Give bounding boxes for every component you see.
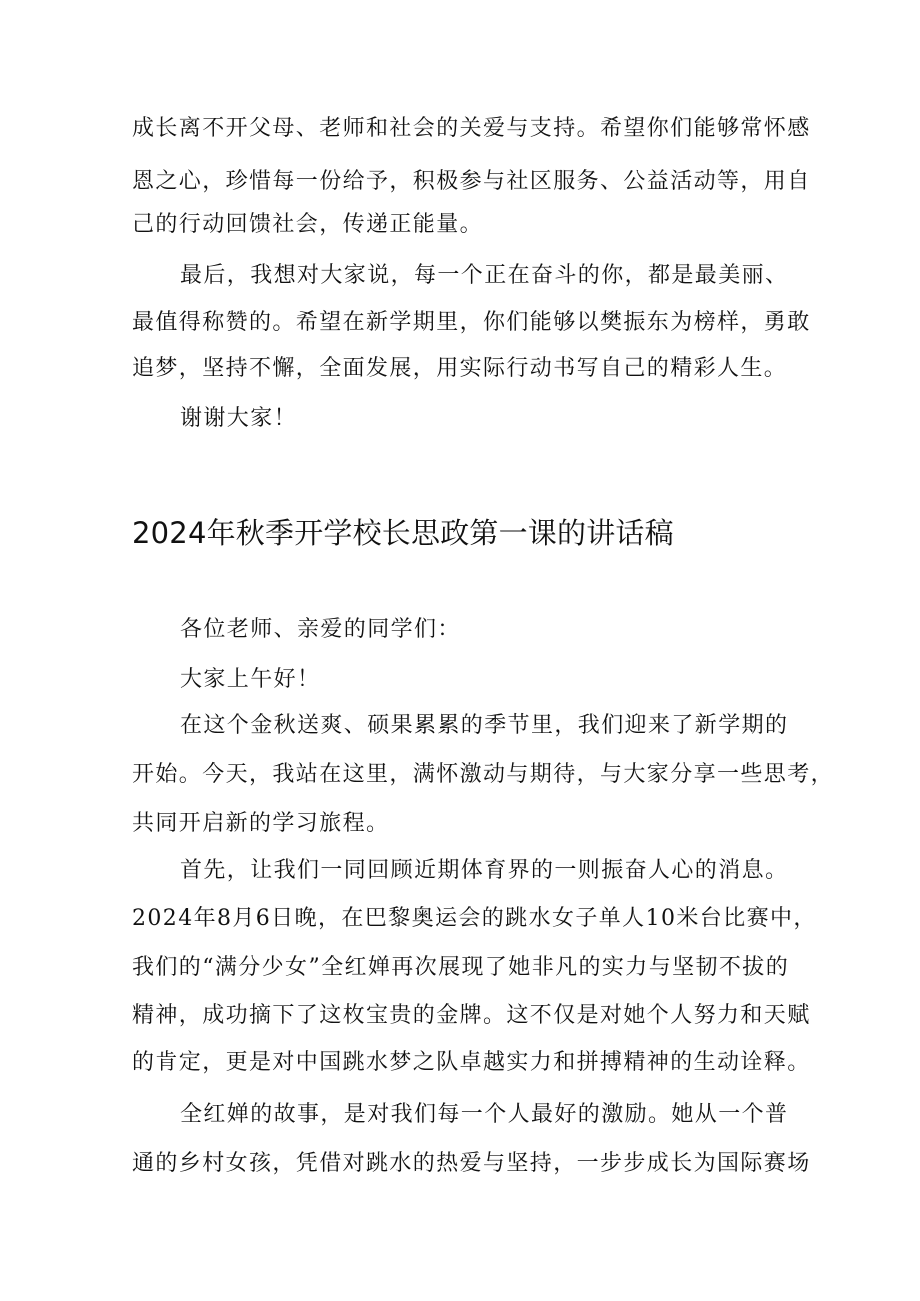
paragraph-line: 己的行动回馈社会，传递正能量。 <box>132 212 484 237</box>
closing-line: 谢谢大家！ <box>180 406 298 431</box>
paragraph-line: 最值得称赞的。希望在新学期里，你们能够以樊振东为榜样，勇敢 <box>132 310 811 335</box>
paragraph-line: 成长离不开父母、老师和社会的关爱与支持。希望你们能够常怀感 <box>132 116 811 141</box>
paragraph-line: 首先，让我们一同回顾近期体育界的一则振奋人心的消息。 <box>180 858 789 883</box>
paragraph-line: 开始。今天，我站在这里，满怀激动与期待，与大家分享一些思考， <box>132 762 835 787</box>
greeting-line: 大家上午好！ <box>180 667 321 692</box>
salutation-line: 各位老师、亲爱的同学们： <box>180 617 461 642</box>
paragraph-line: 追梦，坚持不懈，全面发展，用实际行动书写自己的精彩人生。 <box>132 356 788 381</box>
paragraph-line: 精神，成功摘下了这枚宝贵的金牌。这不仅是对她个人努力和天赋 <box>132 1003 811 1028</box>
paragraph-line: 最后，我想对大家说，每一个正在奋斗的你，都是最美丽、 <box>180 263 789 288</box>
paragraph-line: 恩之心，珍惜每一份给予，积极参与社区服务、公益活动等，用自 <box>132 169 811 194</box>
page-title: 2024年秋季开学校长思政第一课的讲话稿 <box>132 516 674 550</box>
paragraph-line: 的肯定，更是对中国跳水梦之队卓越实力和拼搏精神的生动诠释。 <box>132 1050 811 1075</box>
paragraph-line: 通的乡村女孩，凭借对跳水的热爱与坚持，一步步成长为国际赛场 <box>132 1151 811 1176</box>
paragraph-line: 在这个金秋送爽、硕果累累的季节里，我们迎来了新学期的 <box>180 713 789 738</box>
paragraph-line: 共同开启新的学习旅程。 <box>132 811 390 836</box>
paragraph-line: 我们的“满分少女”全红婵再次展现了她非凡的实力与坚韧不拔的 <box>132 955 790 980</box>
paragraph-line: 2024年8月6日晚，在巴黎奥运会的跳水女子单人10米台比赛中， <box>132 906 817 931</box>
paragraph-line: 全红婵的故事，是对我们每一个人最好的激励。她从一个普 <box>180 1102 789 1127</box>
